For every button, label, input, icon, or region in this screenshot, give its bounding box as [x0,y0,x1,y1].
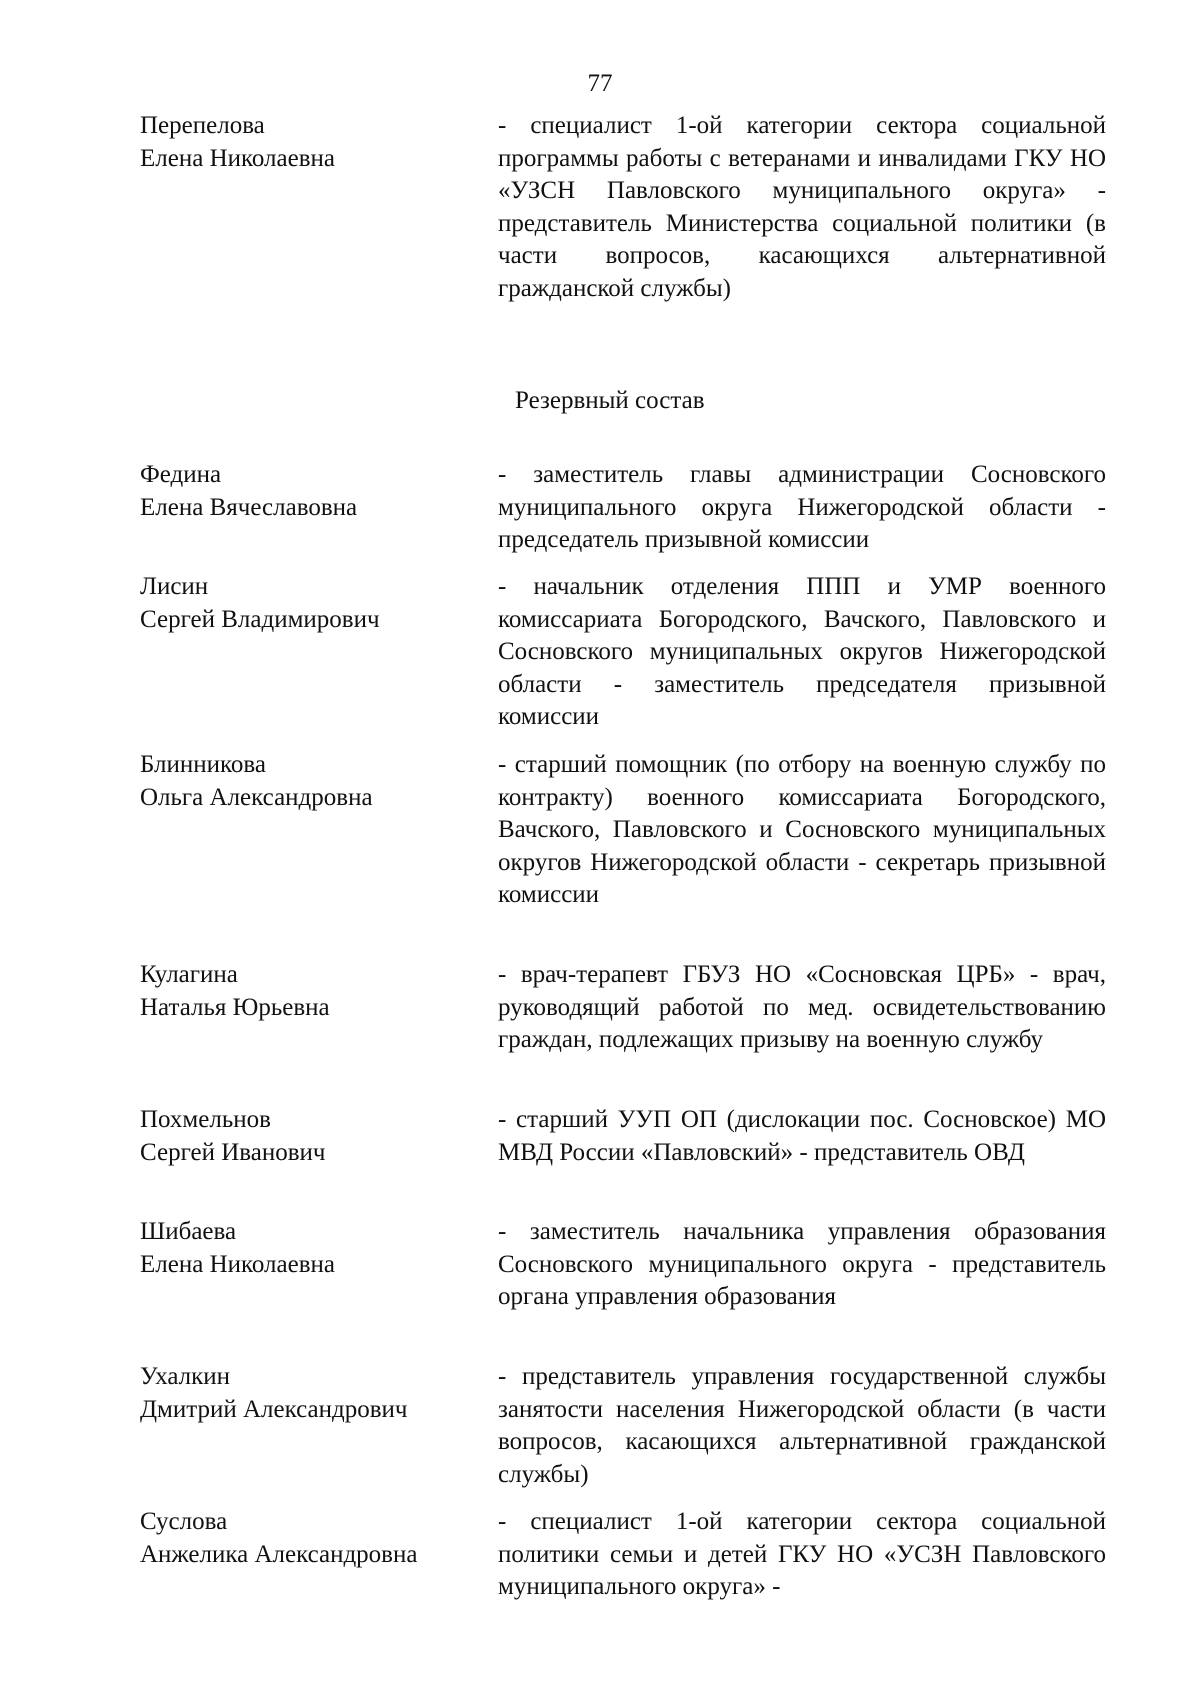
member-given-names: Наталья Юрьевна [140,993,330,1021]
member-role: - заместитель главы администрации Сосновского муниципального округа Нижегородской области - председатель призывной комиссии [498,461,1106,553]
member-given-names: Елена Николаевна [140,1250,335,1278]
member-given-names: Елена Николаевна [140,144,335,172]
member-surname: Шибаева [140,1218,237,1245]
member-name [140,571,480,636]
member-surname: Похмельнов [140,1106,271,1133]
member-role: - начальник отделения ППП и УМР военного комиссариата Богородского, Вачского, Павловского и Сосновского муниципальных округов Нижегородской области - заместитель председателя призывной комиссии [498,573,1106,730]
member-role: - врач-терапевт ГБУЗ НО «Сосновская ЦРБ» - врач, руководящий работой по мед. освидетельствованию граждан, подлежащих призыву на военную службу [498,961,1106,1053]
member-name [140,1506,480,1571]
member-surname: Перепелова [140,112,265,139]
member-name [140,110,480,175]
member-surname: Блинникова [140,751,266,778]
member-role: - старший УУП ОП (дислокации пос. Сосновское) МО МВД России «Павловский» - представитель ОВД [498,1106,1106,1166]
member-given-names: Елена Вячеславовна [140,493,358,521]
member-name [140,749,480,814]
member-name [140,1361,480,1426]
member-given-names: Сергей Иванович [140,1138,326,1166]
member-given-names: Дмитрий Александрович [140,1395,408,1423]
member-surname: Кулагина [140,961,238,988]
member-name [140,1216,480,1281]
member-given-names: Ольга Александровна [140,783,373,811]
member-surname: Федина [140,461,222,488]
page-number: 77 [587,70,613,97]
member-role: - заместитель начальника управления образования Сосновского муниципального округа - представитель органа управления образования [498,1218,1106,1310]
member-surname: Суслова [140,1508,228,1535]
member-role: - специалист 1-ой категории сектора социальной политики семьи и детей ГКУ НО «УСЗН Павловского муниципального округа» - [498,1508,1106,1600]
section-title: Резервный состав [515,387,705,414]
member-surname: Лисин [140,573,209,600]
member-name [140,959,480,1024]
member-surname: Ухалкин [140,1363,231,1390]
member-name [140,1104,480,1169]
member-role: - специалист 1-ой категории сектора социальной программы работы с ветеранами и инвалидами ГКУ НО «УЗСН Павловского муниципального округа» - представитель Министерства социальной политики (в части вопросов, касающихся альтернативной гражданской службы) [498,112,1106,302]
member-role: - старший помощник (по отбору на военную службу по контракту) военного комиссариата Богородского, Вачского, Павловского и Сосновского муниципальных округов Нижегородской области - секретарь призывной комиссии [498,751,1106,908]
member-given-names: Анжелика Александровна [140,1540,418,1568]
member-name [140,459,480,524]
member-role: - представитель управления государственной службы занятости населения Нижегородской области (в части вопросов, касающихся альтернативной гражданской службы) [498,1363,1106,1488]
member-given-names: Сергей Владимирович [140,605,380,633]
